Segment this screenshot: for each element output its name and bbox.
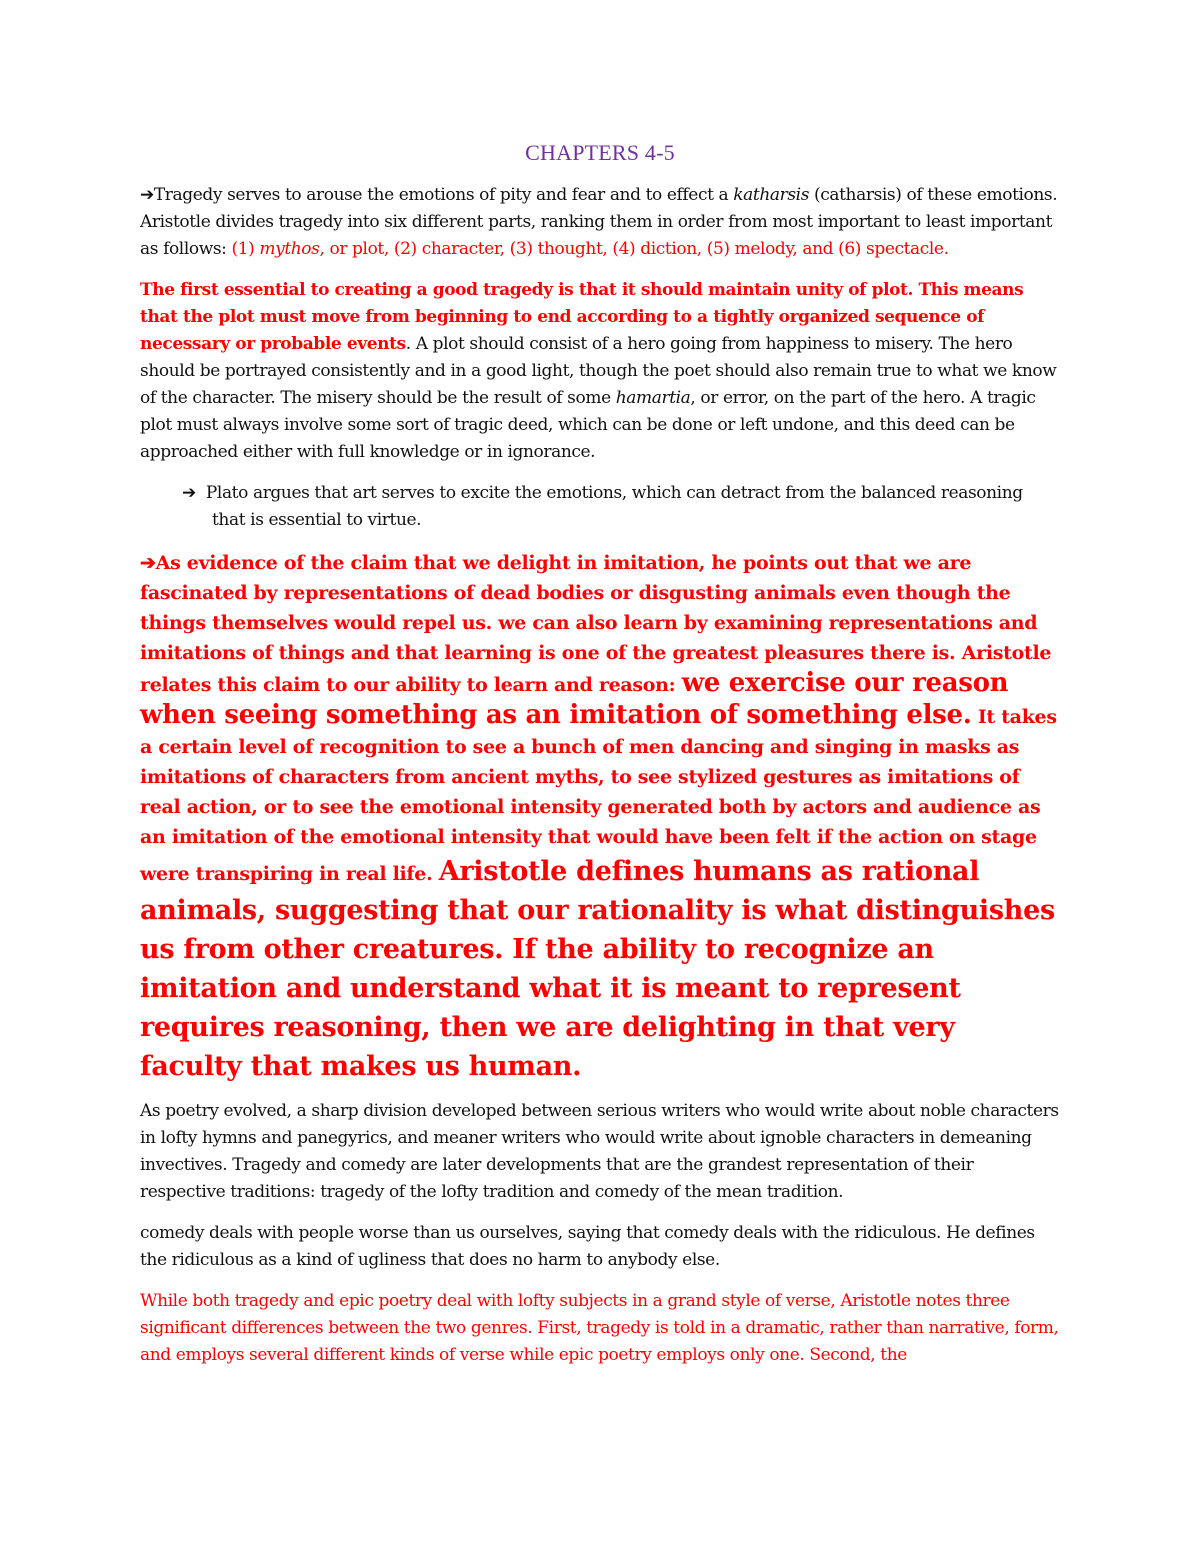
arrow-icon: ➔	[182, 483, 196, 503]
page-title: CHAPTERS 4-5	[525, 140, 675, 165]
paragraph-comedy: comedy deals with people worse than us ourselves, saying that comedy deals with the ridiculous. He defines the ridiculous as a kind of ugliness that does no harm to anybody else.	[140, 1223, 1035, 1270]
document-page	[140, 140, 1060, 1383]
paragraph-unity-of-plot: The first essential to creating a good tragedy is that it should maintain unity of plot. This means that the plot must move from beginning to end according to a tightly organized sequence of necessary or probable events. A plot should consist of a hero going from happiness to misery. The hero should be portrayed consistently and in a good light, though the poet should also remain true to what we know of the character. The misery should be the result of some hamartia, or error, on the part of the hero. A tragic plot must always involve some sort of tragic deed, which can be done or left undone, and this deed can be approached either with full knowledge or in ignorance.	[140, 280, 1057, 462]
paragraph-tragedy-epic: While both tragedy and epic poetry deal with lofty subjects in a grand style of verse, Aristotle notes three significant differences between the two genres. First, tragedy is told in a dramatic, rather than narrative, form, and employs several different kinds of verse while epic poetry employs only one. Second, the	[140, 1291, 1059, 1365]
paragraph-tragedy-parts: ➔Tragedy serves to arouse the emotions of pity and fear and to effect a katharsis (catharsis) of these emotions. Aristotle divides tragedy into six different parts, ranking them in order from most important to least important as follows: (1) mythos, or plot, (2) character, (3) thought, (4) diction, (5) melody, and (6) spectacle.	[140, 185, 1058, 259]
paragraph-poetry-evolved: As poetry evolved, a sharp division developed between serious writers who would write about noble characters in lofty hymns and panegyrics, and meaner writers who would write about ignoble characters in demeaning invectives. Tragedy and comedy are later developments that are the grandest representation of their respective traditions: tragedy of the lofty tradition and comedy of the mean tradition.	[140, 1101, 1059, 1202]
arrow-icon: ➔	[140, 185, 154, 205]
paragraph-imitation: ➔As evidence of the claim that we delight in imitation, he points out that we are fascinated by representations of dead bodies or disgusting animals even though the things themselves would repel us. we can also learn by examining representations and imitations of things and that learning is one of the greatest pleasures there is. Aristotle relates this claim to our ability to learn and reason: we exercise our reason when seeing something as an imitation of something else. It takes a certain level of recognition to see a bunch of men dancing and singing in masks as imitations of characters from ancient myths, to see stylized gestures as imitations of real action, or to see the emotional intensity generated both by actors and audience as an imitation of the emotional intensity that would have been felt if the action on stage were transpiring in real life. Aristotle defines humans as rational animals, suggesting that our rationality is what distinguishes us from other creatures. If the ability to recognize an imitation and understand what it is meant to represent requires reasoning, then we are delighting in that very faculty that makes us human.	[140, 552, 1057, 1082]
arrow-icon: ➔	[140, 552, 156, 574]
bullet-plato: ➔ Plato argues that art serves to excite the emotions, which can detract from the balanced reasoning that is essential to virtue.	[182, 483, 1023, 530]
